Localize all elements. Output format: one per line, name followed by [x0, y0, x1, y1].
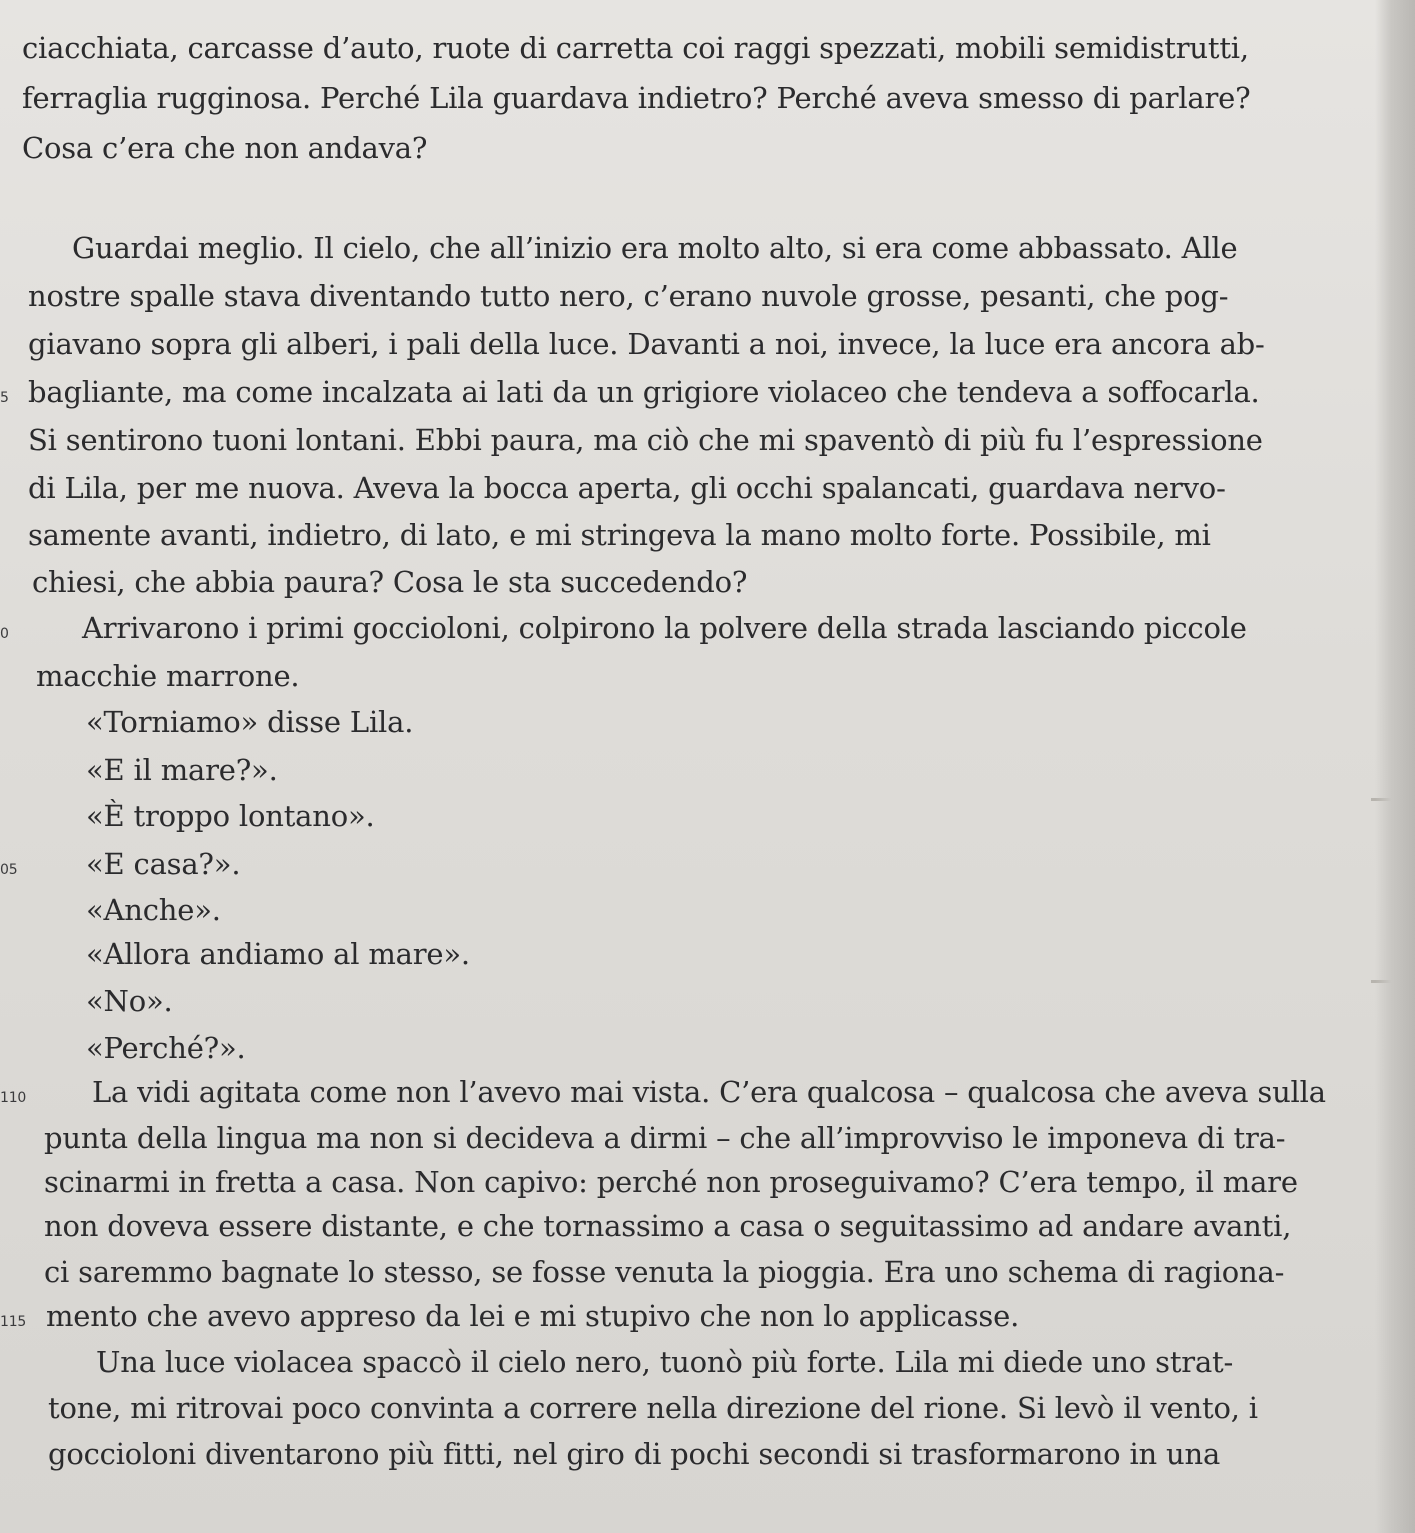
line-text: Una luce violacea spaccò il cielo nero, tuonò più forte. Lila mi diede uno strat- — [96, 1345, 1234, 1379]
line-text: di Lila, per me nuova. Aveva la bocca aperta, gli occhi spalancati, guardava nervo- — [28, 471, 1226, 505]
line-text: bagliante, ma come incalzata ai lati da un grigiore violaceo che tendeva a soffocarla. — [28, 375, 1260, 409]
line-text: «Allora andiamo al mare». — [86, 937, 470, 971]
page-edge-mark — [1371, 798, 1409, 801]
line-text: goccioloni diventarono più fitti, nel giro di pochi secondi si trasformarono in una — [48, 1437, 1221, 1471]
line-text: punta della lingua ma non si decideva a dirmi – che all’improvviso le imponeva di tra- — [44, 1121, 1286, 1155]
line-text: ferraglia rugginosa. Perché Lila guardava indietro? Perché aveva smesso di parlare? — [22, 81, 1251, 115]
line-text: nostre spalle stava diventando tutto nero, c’erano nuvole grosse, pesanti, che pog- — [28, 279, 1229, 313]
line-text: «È troppo lontano». — [86, 799, 375, 833]
line-text: La vidi agitata come non l’avevo mai vista. C’era qualcosa – qualcosa che aveva sulla — [92, 1075, 1326, 1109]
line-text: tone, mi ritrovai poco convinta a correre nella direzione del rione. Si levò il vento, i — [48, 1391, 1258, 1425]
line-text: «No». — [86, 984, 173, 1018]
line-text: chiesi, che abbia paura? Cosa le sta succedendo? — [32, 565, 748, 599]
line-text: «Perché?». — [86, 1031, 246, 1065]
line-text: ciacchiata, carcasse d’auto, ruote di carretta coi raggi spezzati, mobili semidistrutti, — [22, 31, 1249, 65]
page-edge-mark — [1371, 980, 1409, 983]
line-text: Guardai meglio. Il cielo, che all’inizio era molto alto, si era come abbassato. Alle — [72, 231, 1238, 265]
line-text: macchie marrone. — [36, 659, 300, 693]
line-text: scinarmi in fretta a casa. Non capivo: perché non proseguivamo? C’era tempo, il mare — [44, 1165, 1298, 1199]
line-text: «Torniamo» disse Lila. — [86, 705, 414, 739]
line-text: «E casa?». — [86, 847, 241, 881]
line-text: giavano sopra gli alberi, i pali della luce. Davanti a noi, invece, la luce era ancora ab- — [28, 327, 1265, 361]
line-number: 05 — [0, 862, 18, 878]
line-text: ci saremmo bagnate lo stesso, se fosse venuta la pioggia. Era uno schema di ragiona- — [44, 1255, 1285, 1289]
line-text: Cosa c’era che non andava? — [22, 131, 428, 165]
line-number: 110 — [0, 1090, 27, 1106]
line-text: Si sentirono tuoni lontani. Ebbi paura, ma ciò che mi spaventò di più fu l’espressione — [28, 423, 1263, 457]
line-number: 0 — [0, 626, 9, 642]
line-text: non doveva essere distante, e che tornassimo a casa o seguitassimo ad andare avanti, — [44, 1209, 1292, 1243]
line-number: 115 — [0, 1314, 27, 1330]
line-text: Arrivarono i primi goccioloni, colpirono la polvere della strada lasciando piccole — [82, 611, 1247, 645]
line-text: «Anche». — [86, 893, 221, 927]
line-text: samente avanti, indietro, di lato, e mi stringeva la mano molto forte. Possibile, mi — [28, 518, 1211, 552]
line-number: 5 — [0, 390, 9, 406]
line-text: «E il mare?». — [86, 753, 278, 787]
line-text: mento che avevo appreso da lei e mi stupivo che non lo applicasse. — [46, 1299, 1020, 1333]
